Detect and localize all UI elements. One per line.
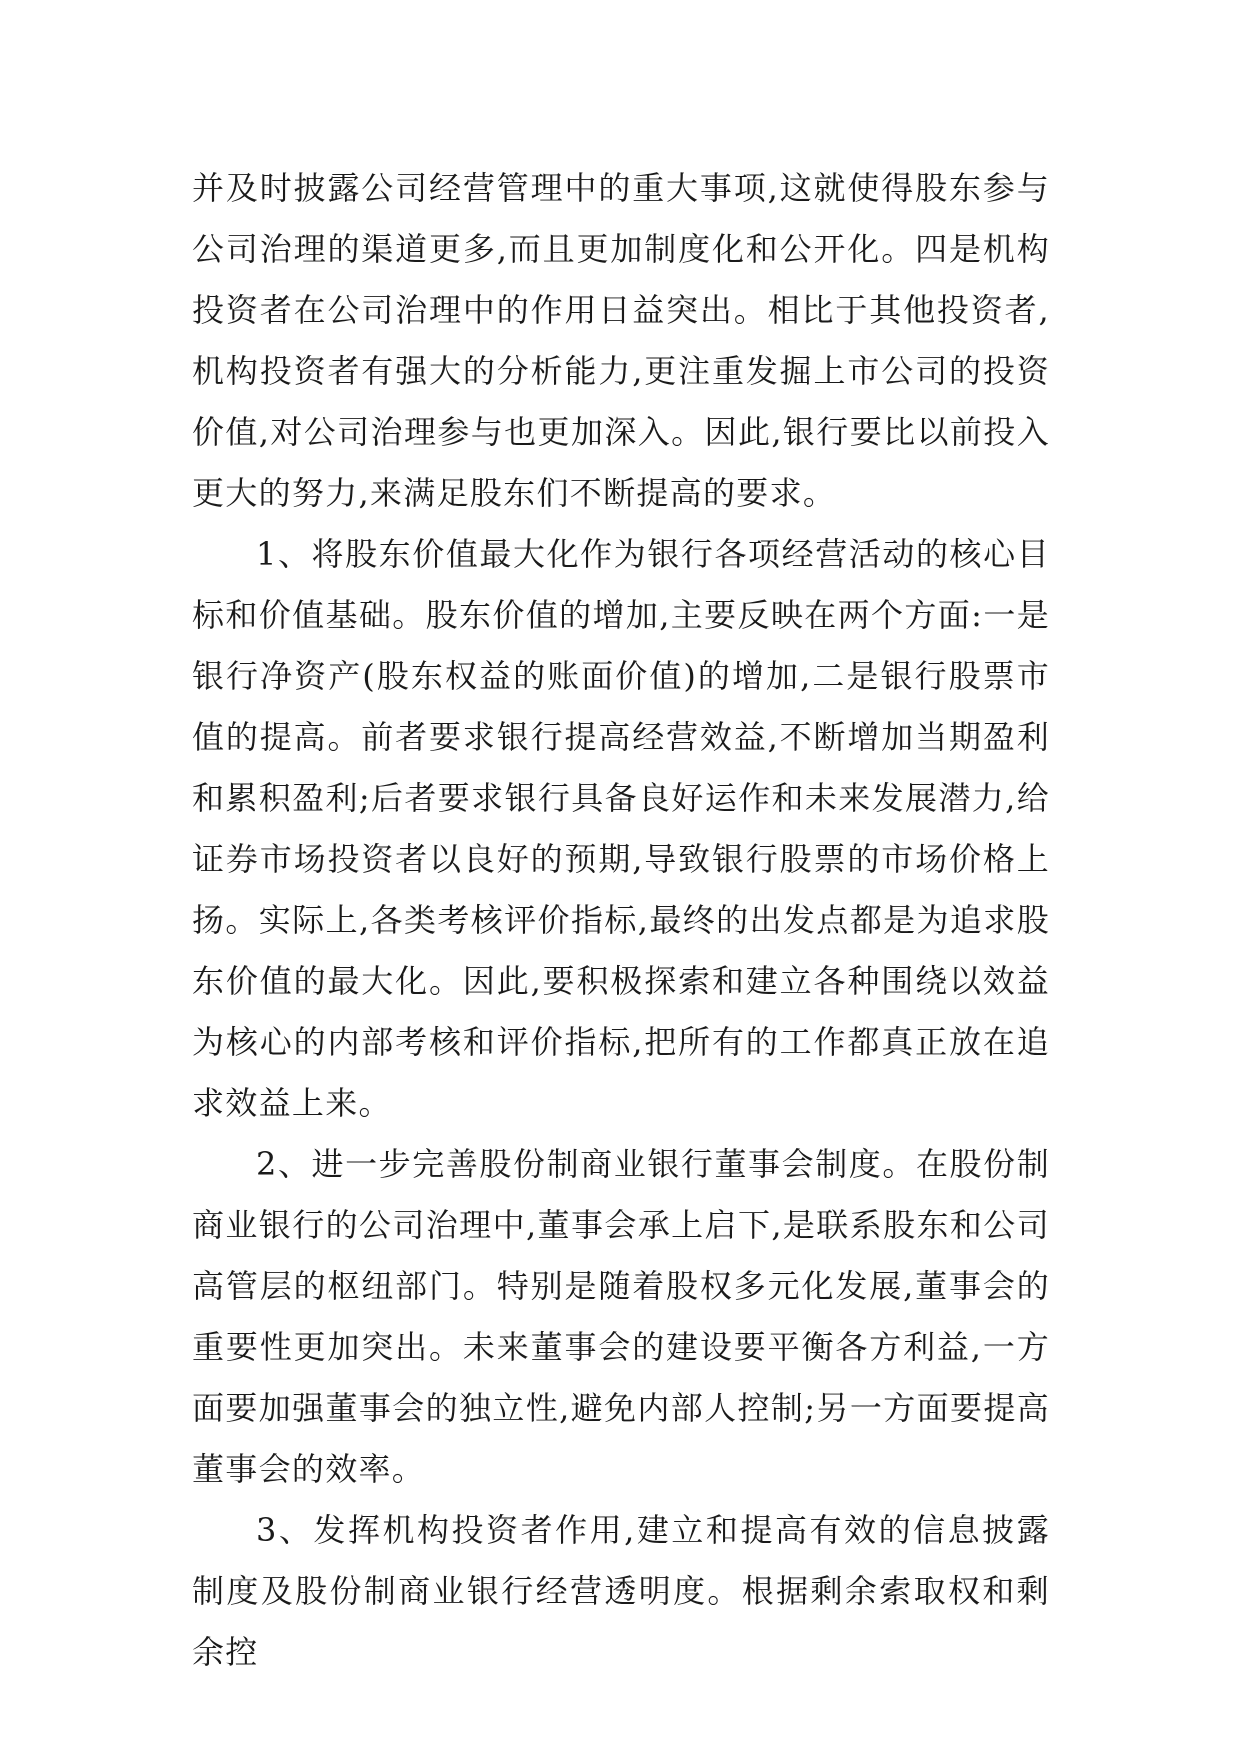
paragraph-item-1: 1、将股东价值最大化作为银行各项经营活动的核心目标和价值基础。股东价值的增加,主要反映在两个方面:一是银行净资产(股东权益的账面价值)的增加,二是银行股票市值的提高。前者要求银行提高经营效益,不断增加当期盈利和累积盈利;后者要求银行具备良好运作和未来发展潜力,给证券市场投资者以良好的预期,导致银行股票的市场价格上扬。实际上,各类考核评价指标,最终的出发点都是为追求股东价值的最大化。因此,要积极探索和建立各种围绕以效益为核心的内部考核和评价指标,把所有的工作都真正放在追求效益上来。 [192,535,1050,1122]
body-text [192,158,1050,1683]
paragraph-item-3: 3、发挥机构投资者作用,建立和提高有效的信息披露制度及股份制商业银行经营透明度。根据剩余索取权和剩余控 [192,1511,1050,1671]
paragraph-item-2: 2、进一步完善股份制商业银行董事会制度。在股份制商业银行的公司治理中,董事会承上启下,是联系股东和公司高管层的枢纽部门。特别是随着股权多元化发展,董事会的重要性更加突出。未来董事会的建设要平衡各方利益,一方面要加强董事会的独立性,避免内部人控制;另一方面要提高董事会的效率。 [192,1145,1050,1488]
paragraph-continuation: 并及时披露公司经营管理中的重大事项,这就使得股东参与公司治理的渠道更多,而且更加制度化和公开化。四是机构投资者在公司治理中的作用日益突出。相比于其他投资者,机构投资者有强大的分析能力,更注重发掘上市公司的投资价值,对公司治理参与也更加深入。因此,银行要比以前投入更大的努力,来满足股东们不断提高的要求。 [192,169,1050,512]
